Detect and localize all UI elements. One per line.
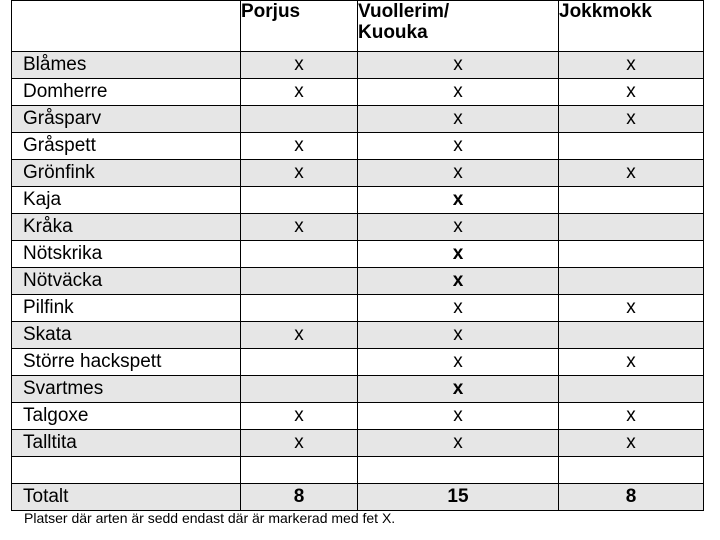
species-name: Domherre [12,79,241,106]
empty-cell [358,457,559,484]
footnote: Platser där arten är sedd endast där är markerad med fet X. [24,510,396,526]
table-row [12,187,704,214]
total-label: Totalt [12,484,241,511]
table-row [12,376,704,403]
sighting-mark [559,322,704,349]
table-row [12,106,704,133]
empty-row [12,457,704,484]
species-name: Gråspett [12,133,241,160]
sighting-mark: x [241,430,358,457]
sighting-mark: x [559,430,704,457]
table-row [12,241,704,268]
table-body [12,52,704,511]
species-name: Gråsparv [12,106,241,133]
sighting-mark [559,214,704,241]
sighting-mark: x [358,133,559,160]
sighting-mark: x [241,160,358,187]
header-jokkmokk: Jokkmokk [559,1,704,52]
sighting-mark: x [559,79,704,106]
sighting-mark: x [358,106,559,133]
sighting-mark: x [241,133,358,160]
sighting-mark: x [559,160,704,187]
header-species [12,1,241,52]
species-name: Nötskrika [12,241,241,268]
sighting-mark: x [358,79,559,106]
sighting-mark: x [358,52,559,79]
sighting-mark: x [559,349,704,376]
sighting-mark: x [241,52,358,79]
sighting-mark: x [559,52,704,79]
species-name: Talltita [12,430,241,457]
empty-cell [12,457,241,484]
species-name: Större hackspett [12,349,241,376]
sighting-mark [241,187,358,214]
species-name: Grönfink [12,160,241,187]
table-row [12,214,704,241]
sighting-mark: x [358,268,559,295]
sighting-mark: x [358,322,559,349]
sighting-mark: x [358,214,559,241]
sighting-mark [241,268,358,295]
total-value: 15 [358,484,559,511]
table-row [12,295,704,322]
sighting-mark [559,133,704,160]
sighting-mark [241,349,358,376]
table-row [12,322,704,349]
sighting-mark [241,295,358,322]
table-row [12,52,704,79]
sighting-mark: x [559,295,704,322]
sighting-mark [559,241,704,268]
table-row [12,430,704,457]
table-row [12,79,704,106]
sighting-mark [559,376,704,403]
sighting-mark: x [358,430,559,457]
sighting-mark [241,376,358,403]
species-name: Blåmes [12,52,241,79]
species-name: Talgoxe [12,403,241,430]
sighting-mark [241,106,358,133]
table-row [12,268,704,295]
sighting-mark: x [559,106,704,133]
total-value: 8 [559,484,704,511]
table-row [12,133,704,160]
header-porjus: Porjus [241,1,358,52]
sighting-mark: x [358,295,559,322]
species-name: Pilfink [12,295,241,322]
bird-sightings-table [11,0,704,511]
sighting-mark [241,241,358,268]
sighting-mark: x [358,376,559,403]
sighting-mark [559,187,704,214]
total-row [12,484,704,511]
sighting-mark: x [358,349,559,376]
empty-cell [241,457,358,484]
sighting-mark: x [241,322,358,349]
empty-cell [559,457,704,484]
header-row [12,1,704,52]
species-name: Kaja [12,187,241,214]
sighting-mark: x [358,403,559,430]
total-value: 8 [241,484,358,511]
sighting-mark [559,268,704,295]
species-name: Skata [12,322,241,349]
sighting-mark: x [358,160,559,187]
table-row [12,349,704,376]
sighting-mark: x [241,214,358,241]
sighting-mark: x [241,403,358,430]
sighting-mark: x [358,241,559,268]
sighting-mark: x [559,403,704,430]
sighting-mark: x [358,187,559,214]
species-name: Nötväcka [12,268,241,295]
species-name: Kråka [12,214,241,241]
table-row [12,403,704,430]
sighting-mark: x [241,79,358,106]
table-row [12,160,704,187]
species-name: Svartmes [12,376,241,403]
header-vuollerim-kuouka: Vuollerim/ Kuouka [358,1,559,52]
